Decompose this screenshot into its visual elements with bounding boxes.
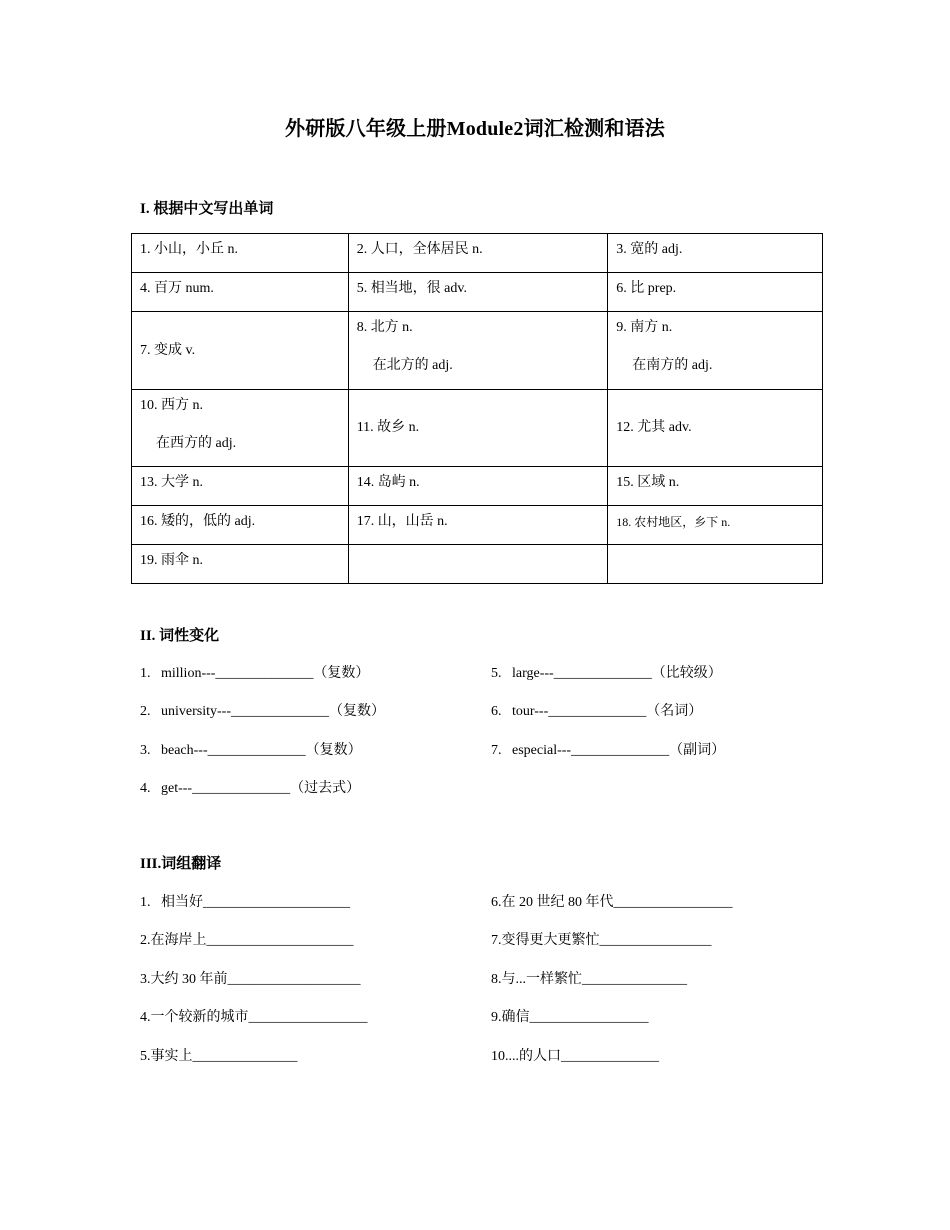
table-cell: 10. 西方 n. 在西方的 adj. bbox=[132, 390, 349, 467]
section-1-heading: I. 根据中文写出单词 bbox=[140, 201, 274, 217]
table-cell bbox=[608, 545, 823, 584]
table-cell: 12. 尤其 adv. bbox=[608, 390, 823, 467]
table-cell: 11. 故乡 n. bbox=[348, 390, 608, 467]
phrase-item: 3.大约 30 年前___________________ bbox=[140, 972, 361, 987]
table-row bbox=[132, 273, 823, 312]
phrase-item: 9.确信_________________ bbox=[491, 1010, 649, 1025]
word-form-item: 6. tour---______________（名词） bbox=[491, 704, 703, 719]
table-cell: 14. 岛屿 n. bbox=[348, 467, 608, 506]
section-2-heading: II. 词性变化 bbox=[140, 628, 220, 644]
table-cell: 8. 北方 n. 在北方的 adj. bbox=[348, 312, 608, 390]
table-cell: 5. 相当地，很 adv. bbox=[348, 273, 608, 312]
word-form-item: 1. million---______________（复数） bbox=[140, 666, 370, 681]
table-cell: 4. 百万 num. bbox=[132, 273, 349, 312]
phrase-item: 4.一个较新的城市_________________ bbox=[140, 1010, 368, 1025]
word-form-item: 2. university---______________（复数） bbox=[140, 704, 385, 719]
table-cell: 16. 矮的，低的 adj. bbox=[132, 506, 349, 545]
phrase-item: 5.事实上_______________ bbox=[140, 1049, 298, 1064]
word-form-item: 5. large---______________（比较级） bbox=[491, 666, 722, 681]
phrase-item: 10....的人口______________ bbox=[491, 1049, 659, 1064]
table-cell: 17. 山，山岳 n. bbox=[348, 506, 608, 545]
table-cell: 3. 宽的 adj. bbox=[608, 234, 823, 273]
table-cell: 13. 大学 n. bbox=[132, 467, 349, 506]
word-form-item: 4. get---______________（过去式） bbox=[140, 781, 361, 796]
table-cell: 15. 区域 n. bbox=[608, 467, 823, 506]
phrase-item: 7.变得更大更繁忙________________ bbox=[491, 933, 712, 948]
phrase-item: 1. 相当好_____________________ bbox=[140, 895, 350, 910]
table-cell: 18. 农村地区，乡下 n. bbox=[608, 506, 823, 545]
table-cell: 2. 人口，全体居民 n. bbox=[348, 234, 608, 273]
table-row bbox=[132, 390, 823, 467]
table-cell: 7. 变成 v. bbox=[132, 312, 349, 390]
section-3-heading: III.词组翻译 bbox=[140, 856, 222, 872]
table-cell bbox=[348, 545, 608, 584]
table-cell: 6. 比 prep. bbox=[608, 273, 823, 312]
page-title: 外研版八年级上册Module2词汇检测和语法 bbox=[285, 118, 665, 140]
table-row bbox=[132, 506, 823, 545]
table-row bbox=[132, 467, 823, 506]
table-cell: 1. 小山，小丘 n. bbox=[132, 234, 349, 273]
table-row bbox=[132, 312, 823, 390]
word-form-item: 7. especial---______________（副词） bbox=[491, 743, 726, 758]
table-cell: 19. 雨伞 n. bbox=[132, 545, 349, 584]
phrase-item: 6.在 20 世纪 80 年代_________________ bbox=[491, 895, 733, 910]
phrase-item: 8.与...一样繁忙_______________ bbox=[491, 972, 687, 987]
table-cell: 9. 南方 n. 在南方的 adj. bbox=[608, 312, 823, 390]
vocab-table bbox=[131, 233, 823, 584]
table-row bbox=[132, 545, 823, 584]
word-form-item: 3. beach---______________（复数） bbox=[140, 743, 362, 758]
table-row bbox=[132, 234, 823, 273]
phrase-item: 2.在海岸上_____________________ bbox=[140, 933, 354, 948]
